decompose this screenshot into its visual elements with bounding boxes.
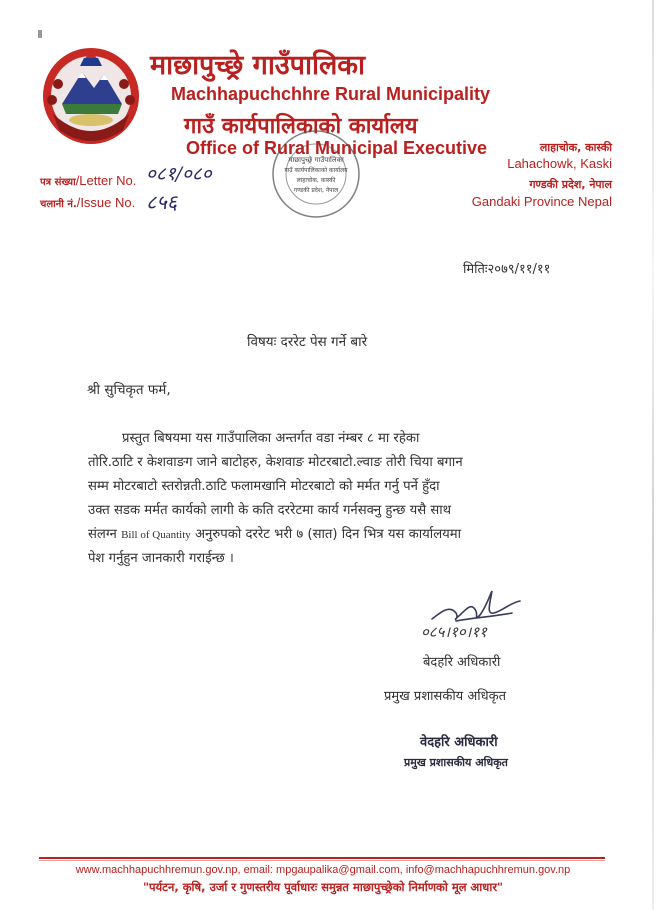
office-stamp-icon — [270, 128, 362, 220]
footer-motto: "पर्यटन, कृषि, उर्जा र गुणस्तरीय पूर्वाधारः समुन्नत माछापुच्छ्रेको निर्माणको मूल आधार" — [142, 880, 504, 894]
body-line: तोरि.ठाटि र केशवाङग जाने बाटोहरु, केशवाङ मोटरबाटो.ल्वाङ तोरी चिया बगान — [88, 455, 463, 470]
stamp-line-3: लाहाचोक, कास्की — [296, 177, 336, 184]
address-np: लाहाचोक, कास्की — [539, 141, 612, 154]
letter-salutation: श्री सुचिकृत फर्म, — [87, 382, 171, 398]
stamp-line-1: माछापुच्छ्रे गाउँपालिका — [288, 156, 344, 164]
stamp-name: वेदहरि अधिकारी — [420, 735, 498, 750]
municipality-name-en: Machhapuchchhre Rural Municipality — [171, 84, 491, 104]
footer-contact: www.machhapuchhremun.gov.np, email: mpgaupalika@gmail.com, info@machhapuchhremun.gov.np — [75, 864, 571, 876]
footer-rule — [39, 857, 605, 859]
footer-rule-thin — [39, 860, 605, 861]
municipality-name-np: माछापुच्छ्रे गाउँपालिका — [150, 50, 366, 81]
letter-number-label: पत्र संख्या/Letter No. — [40, 173, 137, 188]
issue-number-label: चलानी नं./Issue No. — [40, 195, 136, 210]
letter-body — [88, 427, 578, 571]
nepal-emblem-icon — [38, 44, 144, 148]
body-line: प्रस्तुत बिषयमा यस गाउँपालिका अन्तर्गत वडा नंम्बर ८ मा रहेका — [122, 431, 420, 446]
body-line-mixed: संलग्न Bill of Quantity अनुरुपको दररेट भरी ७ (सात) दिन भित्र यस कार्यालयमा — [88, 527, 462, 542]
stamp-line-4: गण्डकी प्रदेश, नेपाल — [293, 187, 339, 194]
body-line: पेश गर्नुहुन जानकारी गराईन्छ । — [88, 551, 234, 566]
province-en: Gandaki Province Nepal — [471, 194, 612, 209]
signatory-title: प्रमुख प्रशासकीय अधिकृत — [384, 689, 507, 704]
province-np: गण्डकी प्रदेश, नेपाल — [529, 178, 612, 191]
office-name-np: गाउँ कार्यपालिकाको कार्यालय — [184, 114, 418, 139]
stamp-line-2: गाउँ कार्यपालिकाको कार्यालय — [284, 167, 348, 174]
letter-number-value: ०८१/०८० — [146, 163, 212, 185]
body-line: उक्त सडक मर्मत कार्यको लागी के कति दररेटमा कार्य गर्नसक्नु हुन्छ यसै साथ — [88, 503, 452, 518]
scan-mark — [38, 30, 42, 38]
stamp-title: प्रमुख प्रशासकीय अधिकृत — [404, 756, 508, 769]
scan-edge — [652, 0, 654, 910]
letter-date: मितिः२०७९/११/११ — [463, 262, 551, 277]
issue-number-value: ८५६ — [146, 190, 178, 214]
letter-subject: विषयः दररेट पेस गर्ने बारे — [247, 334, 368, 350]
body-line: सम्म मोटरबाटो स्तरोन्नती.ठाटि फलामखानि मोटरबाटो को मर्मत गर्नु पर्ने हुँदा — [88, 479, 440, 494]
office-name-en: Office of Rural Municipal Executive — [186, 138, 488, 158]
signatory-name: बेदहरि अधिकारी — [423, 655, 501, 670]
signature-date: ०८५।१०।११ — [421, 623, 487, 641]
address-en: Lahachowk, Kaski — [507, 156, 612, 171]
